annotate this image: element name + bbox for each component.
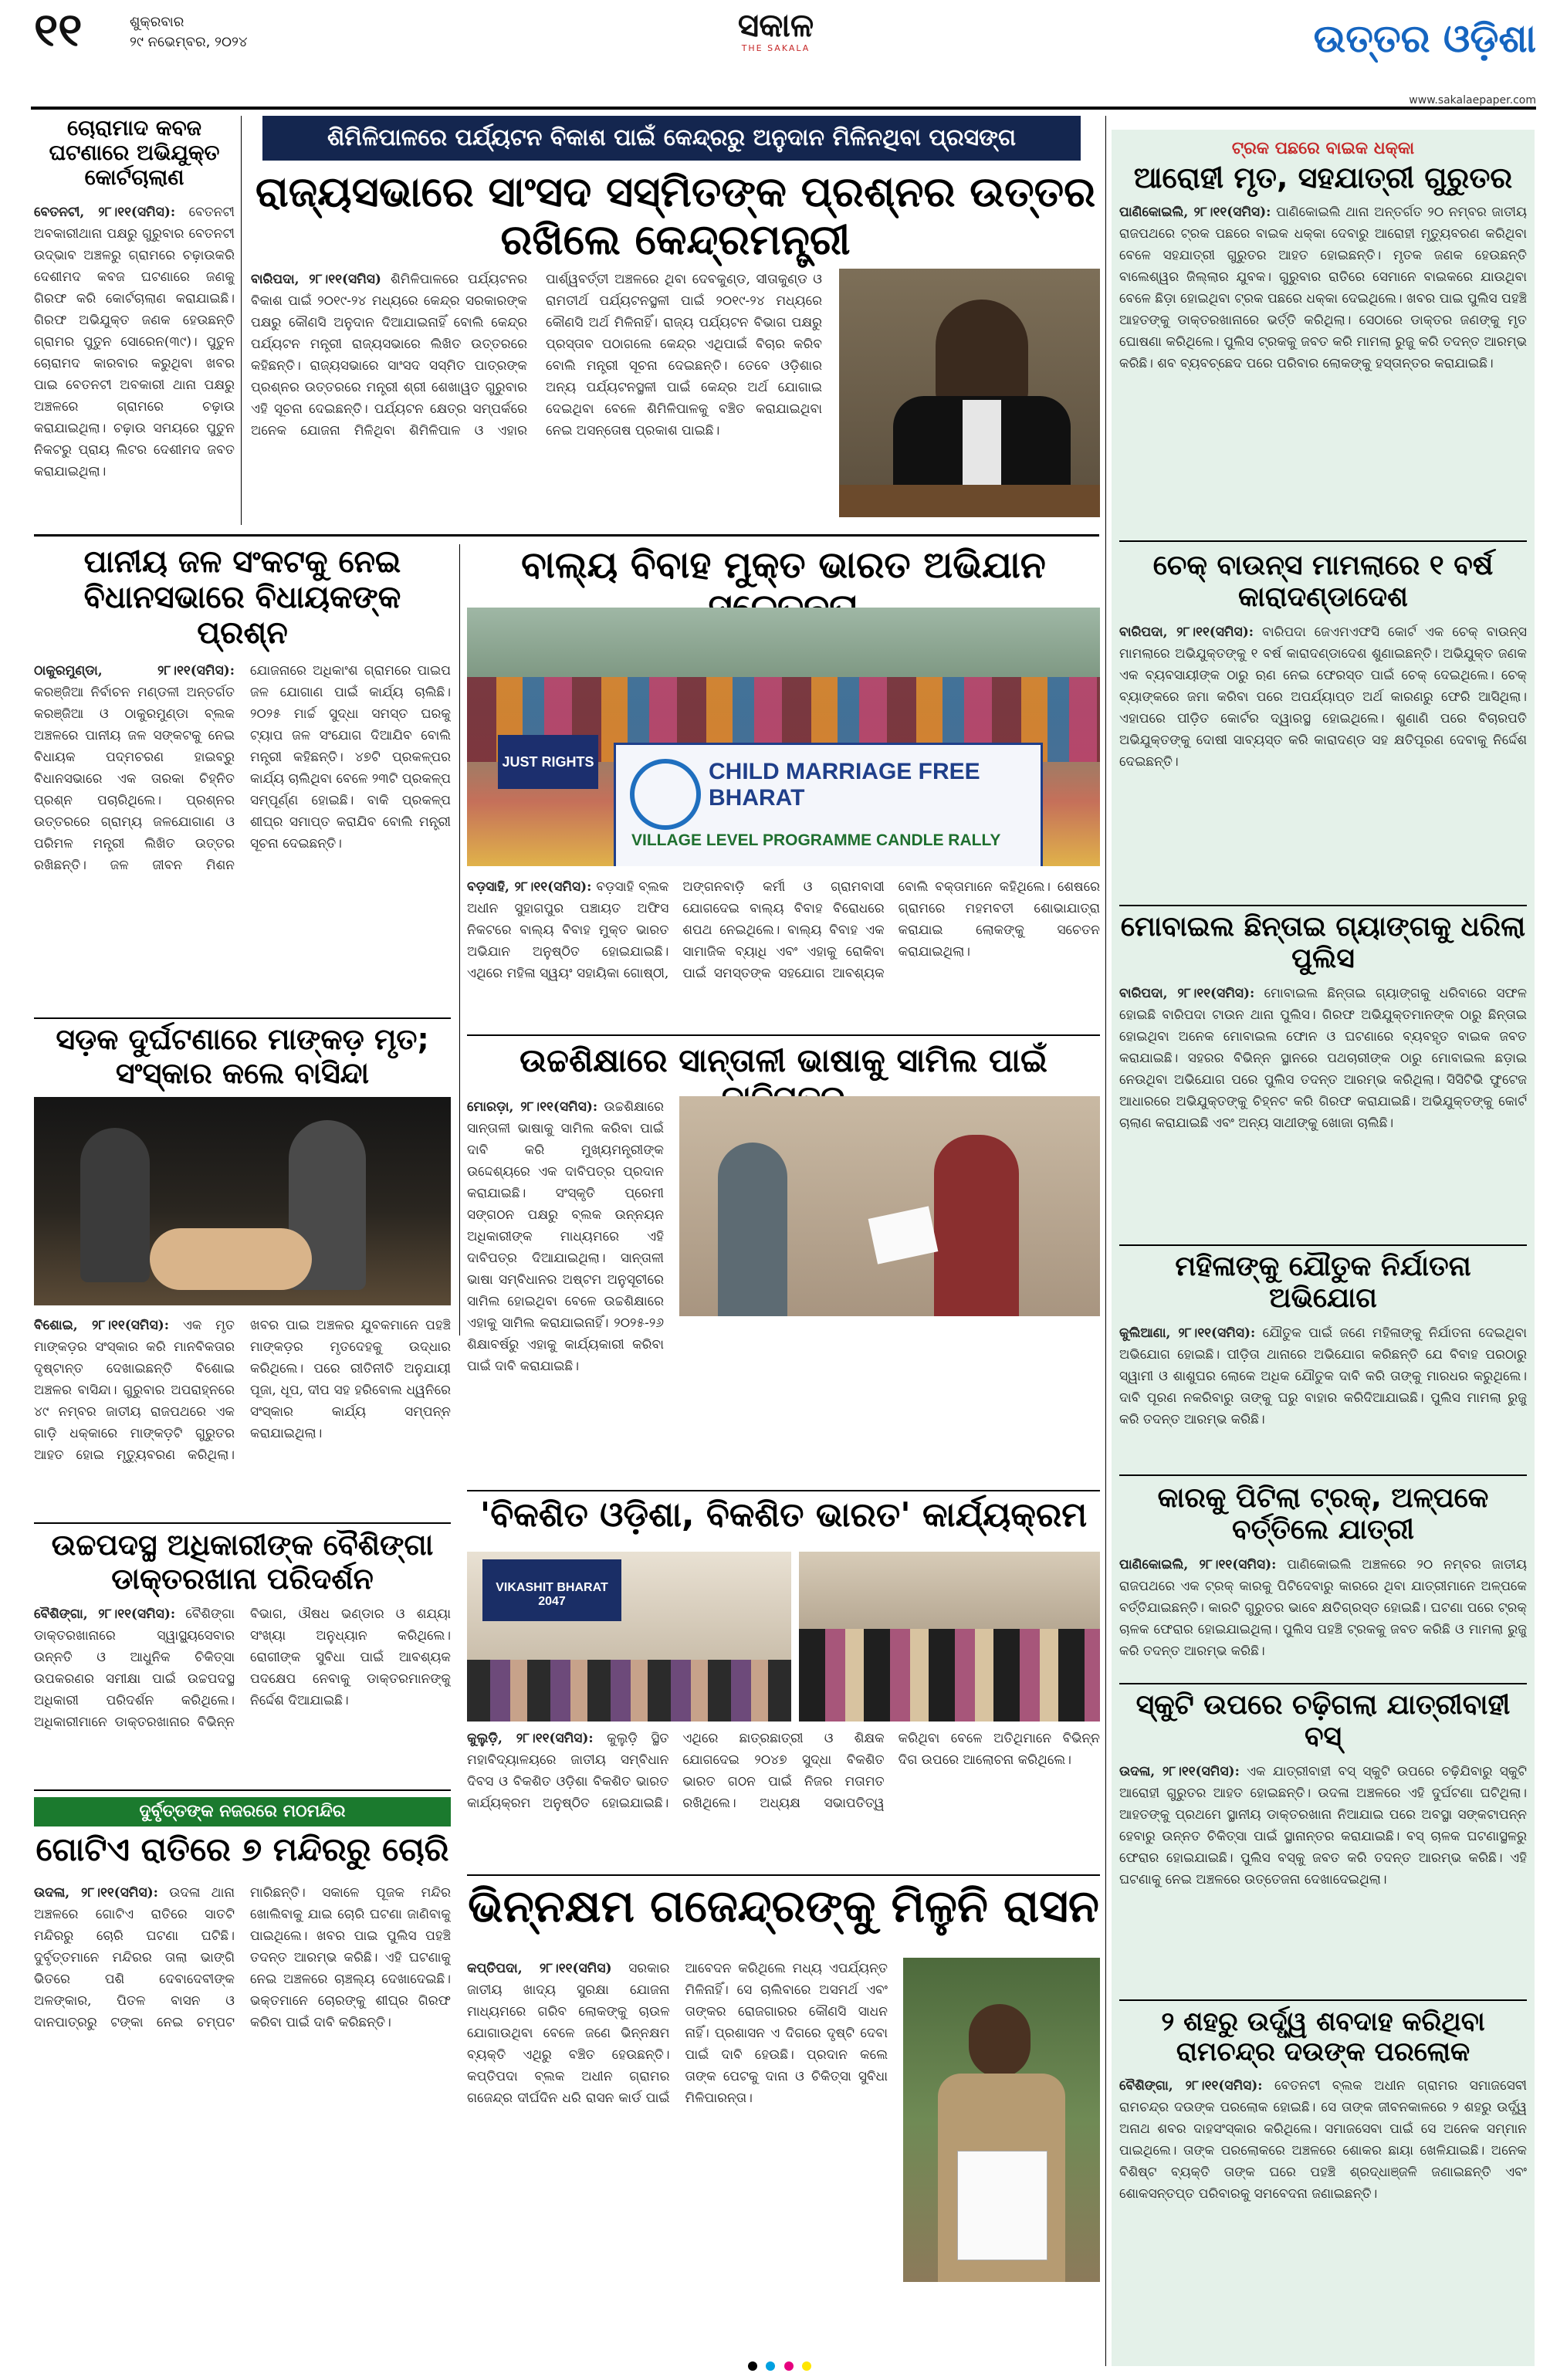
article-body — [467, 1958, 888, 2351]
masthead-divider — [31, 107, 1536, 110]
memorandum-photo — [679, 1096, 1100, 1316]
article-headline: ମହିଳାଙ୍କୁ ଯୌତୁକ ନିର୍ଯାତନା ଅଭିଯୋଗ — [1175, 1251, 1471, 1315]
article-mobile-gang — [1119, 911, 1527, 1235]
backdrop-text: VIKASHIT BHARAT 2047 — [496, 1581, 608, 1608]
person-head — [969, 2004, 1031, 2077]
article-text: ବେତନଟୀ ବ୍ଲକ ଅଧୀନ ଗ୍ରାମର ସମାଜସେବୀ ରାମଚନ୍ଦ୍ର ଦଉଙ୍କ ପରଲୋକ ହୋଇଛି। ସେ ତାଙ୍କ ଜୀବନକାଳରେ ୨ ଶହରୁ ଉର୍ଦ୍ଧ୍ୱ ଅନାଥ ଶବର ଦାହସଂସ୍କାର କରିଥିଲେ। ସମାଜସେବା ପାଇଁ ସେ ଅନେକ ସମ୍ମାନ ପାଇଥିଲେ। ତାଙ୍କ ପରଲୋକରେ ଅଞ୍ଚଳରେ ଶୋକର ଛାୟା ଖେଳିଯାଇଛି। ଅନେକ ବିଶିଷ୍ଟ ବ୍ୟକ୍ତି ତାଙ୍କ ଘରେ ପହଞ୍ଚି ଶ୍ରଦ୍ଧାଞ୍ଜଳି ଜଣାଇଛନ୍ତି ଏବଂ ଶୋକସନ୍ତପ୍ତ ପରିବାରକୁ ସମବେଦନା ଜଣାଇଛନ୍ତି। — [1119, 2078, 1527, 2202]
article-text: ଯୌତୁକ ପାଇଁ ଜଣେ ମହିଳାଙ୍କୁ ନିର୍ଯାତନା ଦେଇଥିବା ଅଭିଯୋଗ ହୋଇଛି। ପୀଡ଼ିତା ଥାନାରେ ଅଭିଯୋଗ କରିଛନ୍ତି ଯେ ବିବାହ ପରଠାରୁ ସ୍ୱାମୀ ଓ ଶାଶୁଘର ଲୋକେ ଅଧିକ ଯୌତୁକ ଦାବି କରି ତାଙ୍କୁ ମାରଧର କରୁଥିଲେ। ଦାବି ପୂରଣ ନକରିବାରୁ ତାଙ୍କୁ ଘରୁ ବାହାର କରିଦିଆଯାଇଛି। ପୁଲିସ ମାମଲା ରୁଜୁ କରି ତଦନ୍ତ ଆରମ୍ଭ କରିଛି। — [1119, 1325, 1527, 1427]
registration-dot — [748, 2361, 757, 2371]
masthead-day: ଶୁକ୍ରବାର — [130, 14, 184, 30]
kicker-banner — [34, 1797, 451, 1826]
article-text: ଏକ ମୃତ ମାଙ୍କଡ଼ର ସଂସ୍କାର କରି ମାନବିକତାର ଦୃଷ୍ଟାନ୍ତ ଦେଖାଇଛନ୍ତି ବିଶୋଇ ଅଞ୍ଚଳର ବାସିନ୍ଦା। ଗୁରୁବାର ଅପରାହ୍ନରେ ୪୯ ନମ୍ବର ଜାତୀୟ ରାଜପଥରେ ଏକ ଗାଡ଼ି ଧକ୍କାରେ ମାଙ୍କଡ଼ଟି ଗୁରୁତର ଆହତ ହୋଇ ମୃତ୍ୟୁବରଣ କରିଥିଲା। ଖବର ପାଇ ଅଞ୍ଚଳର ଯୁବକମାନେ ପହଞ୍ଚି ମାଙ୍କଡ଼ର ମୃତଦେହକୁ ଉଦ୍ଧାର କରିଥିଲେ। ପରେ ରୀତିନୀତି ଅନୁଯାୟୀ ପୂଜା, ଧୂପ, ଦୀପ ସହ ହରିବୋଲ ଧ୍ୱନିରେ ସଂସ୍କାର କାର୍ଯ୍ୟ ସମ୍ପନ୍ନ କରାଯାଇଥିଲା। — [34, 1318, 451, 1463]
article-body — [1119, 2075, 1527, 2334]
article-body — [34, 660, 451, 1023]
certificate-sheet — [957, 2151, 1047, 2260]
article-kicker: ଟ୍ରକ ପଛରେ ବାଇକ ଧକ୍କା — [1231, 139, 1415, 158]
rally-photo — [467, 608, 1100, 866]
article-santali-language — [467, 1042, 1100, 1482]
article-monkey-funeral — [34, 1023, 451, 1517]
article-body — [1119, 1761, 1527, 2020]
campaign-banner — [614, 743, 1043, 866]
just-rights-sign — [498, 735, 598, 789]
article-headline: ଚେକ୍ ବାଉନ୍ସ ମାମଲାରେ ୧ ବର୍ଷ କାରାଦଣ୍ଡାଦେଶ — [1152, 550, 1494, 614]
section-divider — [34, 1017, 451, 1019]
banner-emblem-icon — [630, 759, 701, 830]
article-dateline: ବୈଶିଙ୍ଗା, ୨୮।୧୧(ସମିସ): — [34, 1606, 176, 1623]
paper-name: ସକାଳ — [737, 6, 814, 44]
shroud-cloth — [150, 1228, 312, 1290]
masthead-date: ୨୯ ନଭେମ୍ବର, ୨୦୨୪ — [130, 34, 248, 50]
article-text: କରଞ୍ଜିଆ ନିର୍ବାଚନ ମଣ୍ଡଳୀ ଅନ୍ତର୍ଗତ କରଞ୍ଜିଆ ଓ ଠାକୁରମୁଣ୍ଡା ବ୍ଲକ ଅଞ୍ଚଳରେ ପାନୀୟ ଜଳ ସଙ୍କଟକୁ ନେଇ ବିଧାୟକ ପଦ୍ମଚରଣ ହାଇବ୍ରୁ ବିଧାନସଭାରେ ଏକ ତାରକା ଚିହ୍ନିତ ପ୍ରଶ୍ନ ପଚାରିଥିଲେ। ପ୍ରଶ୍ନର ଉତ୍ତରରେ ଗ୍ରାମ୍ୟ ଜଳଯୋଗାଣ ଓ ପରିମଳ ମନ୍ତ୍ରୀ ଲିଖିତ ଉତ୍ତର ରଖିଛନ୍ତି। ଜଳ ଜୀବନ ମିଶନ ଯୋଜନାରେ ଅଧିକାଂଶ ଗ୍ରାମରେ ପାଇପ ଜଳ ଯୋଗାଣ ପାଇଁ କାର୍ଯ୍ୟ ଚାଲିଛି। ୨୦୨୫ ମାର୍ଚ୍ଚ ସୁଦ୍ଧା ସମସ୍ତ ଘରକୁ ଟ୍ୟାପ ଜଳ ସଂଯୋଗ ଦିଆଯିବ ବୋଲି ମନ୍ତ୍ରୀ କହିଛନ୍ତି। ୪୭ଟି ପ୍ରକଳ୍ପର କାର୍ଯ୍ୟ ଚାଲିଥିବା ବେଳେ ୨୩ଟି ପ୍ରକଳ୍ପ ସମ୍ପୂର୍ଣ୍ଣ ହୋଇଛି। ବାକି ପ୍ରକଳ୍ପ ଶୀଘ୍ର ସମାପ୍ତ କରାଯିବ ବୋଲି ମନ୍ତ୍ରୀ ସୂଚନା ଦେଇଛନ୍ତି। — [34, 663, 451, 873]
article-headline: ସ୍କୁଟି ଉପରେ ଚଢ଼ିଗଲା ଯାତ୍ରୀବାହୀ ବସ୍ — [1135, 1689, 1511, 1753]
article-dateline: ଠାକୁରମୁଣ୍ଡା, ୨୮।୧୧(ସମିସ): — [34, 663, 235, 679]
article-body — [251, 269, 822, 520]
article-dateline: ଉଦଳା, ୨୮।୧୧(ସମିସ): — [34, 1885, 158, 1901]
article-temple-theft — [34, 1797, 451, 2353]
article-headline: ଗୋଟିଏ ରାତିରେ ୭ ମନ୍ଦିରରୁ ଚୋରି — [36, 1830, 449, 1868]
paper-logo — [710, 8, 841, 53]
article-dateline: ବାରିପଦା, ୨୮।୧୧(ସମିସ): — [1119, 985, 1255, 1001]
article-headline: ଉଚ୍ଚପଦସ୍ଥ ଅଧିକାରୀଙ୍କ ବୈଶିଙ୍ଗା ଡାକ୍ତରଖାନା ପରିଦର୍ଶନ — [51, 1528, 434, 1596]
column-divider — [1105, 116, 1106, 2366]
article-headline: ଉଚ୍ଚଶିକ୍ଷାରେ ସାନ୍ତାଳୀ ଭାଷାକୁ ସାମିଲ ପାଇଁ — [519, 1041, 1047, 1079]
article-headline: ବାଲ୍ୟ ବିବାହ ମୁକ୍ତ ଭାରତ ଅଭିଯାନ — [521, 543, 1046, 587]
audience-row — [467, 1660, 791, 1722]
article-child-marriage — [467, 544, 1100, 1027]
article-text: ମୋବାଇଲ ଛିନ୍ତାଇ ଗ୍ୟାଙ୍ଗକୁ ଧରିବାରେ ସଫଳ ହୋଇଛି ବାରିପଦା ଟାଉନ ଥାନା ପୁଲିସ। ଗିରଫ ଅଭିଯୁକ୍ତମାନଙ୍କ ଠାରୁ ଛିନ୍ତାଇ ହୋଇଥିବା ଅନେକ ମୋବାଇଲ ଫୋନ ଓ ଘଟଣାରେ ବ୍ୟବହୃତ ବାଇକ ଜବତ କରାଯାଇଛି। ସହରର ବିଭିନ୍ନ ସ୍ଥାନରେ ପଥଚାରୀଙ୍କ ଠାରୁ ମୋବାଇଲ ଛଡ଼ାଇ ନେଉଥିବା ଅଭିଯୋଗ ପରେ ପୁଲିସ ତଦନ୍ତ ଆରମ୍ଭ କରିଥିଲା। ସିସିଟିଭି ଫୁଟେଜ ଆଧାରରେ ଅଭିଯୁକ୍ତଙ୍କୁ ଚିହ୍ନଟ କରି ଗିରଫ କରାଯାଇଛି। ଅଭିଯୁକ୍ତଙ୍କୁ କୋର୍ଟ ଚାଲାଣ କରାଯାଇଛି ଏବଂ ଅନ୍ୟ ସାଥୀଙ୍କୁ ଖୋଜା ଚାଲିଛି। — [1119, 985, 1527, 1131]
article-headline: କାରକୁ ପିଟିଲା ଟ୍ରକ୍, ଅଳ୍ପକେ ବର୍ତ୍ତିଲେ ଯାତ୍ରୀ — [1157, 1482, 1489, 1546]
article-body — [34, 201, 235, 518]
mp-figure — [936, 300, 1028, 408]
article-dateline: ପାଣିକୋଇଲି, ୨୮।୧୧(ସମିସ): — [1119, 204, 1271, 220]
sign-text: JUST RIGHTS — [502, 754, 594, 770]
article-text: ବଡ଼ସାହି ବ୍ଲକ ଅଧୀନ ସୁହାଗପୁର ପଞ୍ଚାୟତ ଅଫିସ ନିକଟରେ ବାଲ୍ୟ ବିବାହ ମୁକ୍ତ ଭାରତ ଅଭିଯାନ ଅନୁଷ୍ଠିତ ହୋଇଯାଇଛି। ଏଥିରେ ମହିଳା ସ୍ୱୟଂ ସହାୟିକା ଗୋଷ୍ଠୀ, ଅଙ୍ଗନବାଡ଼ି କର୍ମୀ ଓ ଗ୍ରାମବାସୀ ଯୋଗଦେଇ ବାଲ୍ୟ ବିବାହ ବିରୋଧରେ ଶପଥ ନେଇଥିଲେ। ବାଲ୍ୟ ବିବାହ ଏକ ସାମାଜିକ ବ୍ୟାଧି ଏବଂ ଏହାକୁ ରୋକିବା ପାଇଁ ସମସ୍ତଙ୍କ ସହଯୋଗ ଆବଶ୍ୟକ ବୋଲି ବକ୍ତାମାନେ କହିଥିଲେ। ଶେଷରେ ଗ୍ରାମରେ ମହମବତୀ ଶୋଭାଯାତ୍ରା କରାଯାଇ ଲୋକଙ୍କୁ ସଚେତନ କରାଯାଇଥିଲା। — [467, 879, 1100, 981]
article-disabled-ration — [467, 1881, 1100, 2359]
banner-subtitle: VILLAGE LEVEL PROGRAMME CANDLE RALLY — [631, 831, 1001, 849]
event-backdrop — [482, 1559, 621, 1621]
paper-tagline: THE SAKALA — [741, 43, 811, 53]
section-title: ଉତ୍ତର ଓଡ଼ିଶା — [1313, 16, 1536, 61]
article-dateline: କୁଲୁଡ଼ି, ୨୮।୧୧(ସମିସ): — [467, 1731, 594, 1746]
article-body — [467, 1096, 664, 1420]
article-headline: ସଡ଼କ ଦୁର୍ଘଟଣାରେ ମାଙ୍କଡ଼ ମୃତ; ସଂସ୍କାର କଲେ ବାସିନ୍ଦା — [56, 1022, 429, 1090]
article-text: ପାଣିକୋଇଲି ଅଞ୍ଚଳରେ ୨୦ ନମ୍ବର ଜାତୀୟ ରାଜପଥରେ ଏକ ଟ୍ରକ୍ କାରକୁ ପିଟିଦେବାରୁ କାରରେ ଥିବା ଯାତ୍ରୀମାନେ ଅଳ୍ପକେ ବର୍ତ୍ତିଯାଇଛନ୍ତି। କାରଟି ଗୁରୁତର ଭାବେ କ୍ଷତିଗ୍ରସ୍ତ ହୋଇଛି। ଘଟଣା ପରେ ଟ୍ରକ୍ ଚାଳକ ଫେରାର ହୋଇଯାଇଥିଲା। ପୁଲିସ ପହଞ୍ଚି ଟ୍ରକକୁ ଜବତ କରିଛି ଓ ମାମଲା ରୁଜୁ କରି ତଦନ୍ତ ଆରମ୍ଭ କରିଛି। — [1119, 1556, 1527, 1659]
section-divider — [1119, 1999, 1527, 2001]
article-bike-accident — [1119, 139, 1527, 533]
article-dateline: ବାରିପଦା, ୨୮।୧୧(ସମିସ) — [251, 272, 381, 287]
article-headline: ପାନୀୟ ଜଳ ସଂକଟକୁ ନେଇ ବିଧାନସଭାରେ ବିଧାୟକଙ୍କ ପ୍ରଶ୍ନ — [83, 544, 401, 651]
article-text: ବାରିପଦା ଜେଏମଏଫସି କୋର୍ଟ ଏକ ଚେକ୍ ବାଉନ୍ସ ମାମଲାରେ ଅଭିଯୁକ୍ତଙ୍କୁ ୧ ବର୍ଷ କାରାଦଣ୍ଡାଦେଶ ଶୁଣାଇଛନ୍ତି। ଅଭିଯୁକ୍ତ ଜଣକ ଏକ ବ୍ୟବସାୟୀଙ୍କ ଠାରୁ ଋଣ ନେଇ ଫେରସ୍ତ ପାଇଁ ଚେକ୍ ଦେଇଥିଲେ। ଚେକ୍ ବ୍ୟାଙ୍କରେ ଜମା କରିବା ପରେ ଅପର୍ଯ୍ୟାପ୍ତ ଅର୍ଥ କାରଣରୁ ଫେରି ଆସିଥିଲା। ଏହାପରେ ପୀଡ଼ିତ କୋର୍ଟର ଦ୍ୱାରସ୍ଥ ହୋଇଥିଲେ। ଶୁଣାଣି ପରେ ବିଚାରପତି ଅଭିଯୁକ୍ତଙ୍କୁ ଦୋଷୀ ସାବ୍ୟସ୍ତ କରି କାରାଦଣ୍ଡ ସହ କ୍ଷତିପୂରଣ ଦେବାକୁ ନିର୍ଦ୍ଦେଶ ଦେଇଛନ୍ତି। — [1119, 624, 1527, 770]
article-liquor-seizure — [34, 116, 235, 525]
article-bus-scooty — [1119, 1689, 1527, 1990]
document-sheet — [868, 1206, 939, 1264]
article-text: ପାଣିକୋଇଲି ଥାନା ଅନ୍ତର୍ଗତ ୨୦ ନମ୍ବର ଜାତୀୟ ରାଜପଥରେ ଟ୍ରକ ପଛରେ ବାଇକ ଧକ୍କା ଦେବାରୁ ଆରୋହୀ ମୃତ୍ୟୁବରଣ କରିଥିବା ବେଳେ ସହଯାତ୍ରୀ ଗୁରୁତର ଆହତ ହୋଇଛନ୍ତି। ମୃତକ ଜଣକ ହେଉଛନ୍ତି ବାଲେଶ୍ୱର ଜିଲ୍ଲାର ଯୁବକ। ଗୁରୁବାର ରାତିରେ ସେମାନେ ବାଇକରେ ଯାଉଥିବା ବେଳେ ଛିଡ଼ା ହୋଇଥିବା ଟ୍ରକ ପଛରେ ଧକ୍କା ଦେଇଥିଲେ। ଖବର ପାଇ ପୁଲିସ ପହଞ୍ଚି ଆହତଙ୍କୁ ଡାକ୍ତରଖାନାରେ ଭର୍ତ୍ତି କରିଥିଲା। ସେଠାରେ ଡାକ୍ତର ଜଣଙ୍କୁ ମୃତ ଘୋଷଣା କରିଥିଲେ। ପୁଲିସ ଟ୍ରକକୁ ଜବତ କରି ମାମଲା ରୁଜୁ କରି ତଦନ୍ତ ଆରମ୍ଭ କରିଛି। ଶବ ବ୍ୟବଚ୍ଛେଦ ପରେ ପରିବାର ଲୋକଙ୍କୁ ହସ୍ତାନ୍ତର କରାଯାଇଛି। — [1119, 204, 1527, 371]
article-headline: ଭିନ୍ନକ୍ଷମ ଗଜେନ୍ଦ୍ରଙ୍କୁ ମିଳୁନି ରାସନ — [468, 1880, 1099, 1932]
article-headline: ମୋବାଇଲ ଛିନ୍ତାଇ ଗ୍ୟାଙ୍ଗକୁ ଧରିଲା ପୁଲିସ — [1120, 911, 1526, 975]
article-text: ଏକ ଯାତ୍ରୀବାହୀ ବସ୍ ସ୍କୁଟି ଉପରେ ଚଢ଼ିଯିବାରୁ ସ୍କୁଟି ଆରୋହୀ ଗୁରୁତର ଆହତ ହୋଇଛନ୍ତି। ଉଦଳା ଅଞ୍ଚଳରେ ଏହି ଦୁର୍ଘଟଣା ଘଟିଥିଲା। ଆହତଙ୍କୁ ପ୍ରଥମେ ସ୍ଥାନୀୟ ଡାକ୍ତରଖାନା ନିଆଯାଇ ପରେ ଅବସ୍ଥା ସଙ୍କଟାପନ୍ନ ହେବାରୁ ଉନ୍ନତ ଚିକିତ୍ସା ପାଇଁ ସ୍ଥାନାନ୍ତର କରାଯାଇଛି। ବସ୍ ଚାଳକ ଘଟଣାସ୍ଥଳରୁ ଫେରାର ହୋଇଯାଇଛି। ପୁଲିସ ବସ୍‌କୁ ଜବତ କରି ତଦନ୍ତ ଆରମ୍ଭ କରିଛି। ଏହି ଘଟଣାକୁ ନେଇ ଅଞ୍ଚଳରେ ଉତ୍ତେଜନା ଦେଖାଦେଇଥିଲା। — [1119, 1763, 1527, 1887]
article-text: ଉଦଳା ଥାନା ଅଞ୍ଚଳରେ ଗୋଟିଏ ରାତିରେ ସାତଟି ମନ୍ଦିରରୁ ଚୋରି ଘଟଣା ଘଟିଛି। ଦୁର୍ବୃତ୍ତମାନେ ମନ୍ଦିରର ତାଲା ଭାଙ୍ଗି ଭିତରେ ପଶି ଦେବାଦେବୀଙ୍କ ଅଳଙ୍କାର, ପିତଳ ବାସନ ଓ ଦାନପାତ୍ରରୁ ଟଙ୍କା ନେଇ ଚମ୍ପଟ ମାରିଛନ୍ତି। ସକାଳେ ପୂଜକ ମନ୍ଦିର ଖୋଲିବାକୁ ଯାଇ ଚୋରି ଘଟଣା ଜାଣିବାକୁ ପାଇଥିଲେ। ଖବର ପାଇ ପୁଲିସ ପହଞ୍ଚି ତଦନ୍ତ ଆରମ୍ଭ କରିଛି। ଏହି ଘଟଣାକୁ ନେଇ ଅଞ୍ଚଳରେ ଚାଞ୍ଚଲ୍ୟ ଦେଖାଦେଇଛି। ଭକ୍ତମାନେ ଚୋରଙ୍କୁ ଶୀଘ୍ର ଗିରଫ କରିବା ପାଇଁ ଦାବି କରିଛନ୍ତି। — [34, 1885, 451, 2030]
article-body — [34, 1315, 451, 1508]
article-drinking-water — [34, 544, 451, 1007]
kicker-text: ଦୁର୍ବୃତ୍ତଙ୍କ ନଜରରେ ମଠମନ୍ଦିର — [139, 1802, 346, 1821]
article-dateline: ପାଣିକୋଇଲି, ୨୮।୧୧(ସମିସ): — [1119, 1556, 1277, 1573]
section-divider — [1119, 540, 1527, 542]
article-text: ବେତନଟୀ ଅବକାରୀଥାନା ପକ୍ଷରୁ ଗୁରୁବାର ବେତନଟୀ ଉଦ୍ଭାବ ଅଞ୍ଚଳରୁ ଗ୍ରାମରେ ଚଢ଼ାଉକରି ଦେଶୀମଦ କବଜ ଘଟଣାରେ ଜଣକୁ ଗିରଫ କରି କୋର୍ଟଚାଲାଣ କରାଯାଇଛି। ଗିରଫ ଅଭିଯୁକ୍ତ ଜଣକ ହେଉଛନ୍ତି ଗ୍ରାମର ପୁତୁନ ସୋରେନ(୩୯)। ପୁତୁନ ଚୋରାମଦ କାରବାର କରୁଥିବା ଖବର ପାଇ ବେତନଟୀ ଅବକାରୀ ଥାନା ପକ୍ଷରୁ ଅଞ୍ଚଳରେ ଗ୍ରାମରେ ଚଢ଼ାଉ କରାଯାଇଥିଲା। ଚଢ଼ାଉ ସମୟରେ ପୁତୁନ ନିକଟରୁ ପ୍ରାୟ ଲିଟର ଦେଶୀମଦ ଜବତ କରାଯାଇଥିଲା। — [34, 204, 235, 479]
section-divider — [467, 1490, 1100, 1491]
section-divider — [467, 1034, 1100, 1036]
article-body — [1119, 621, 1527, 888]
article-dateline: ମୋରଡ଼ା, ୨୮।୧୧(ସମିସ): — [467, 1099, 598, 1115]
article-hospital-visit — [34, 1529, 451, 1783]
website-link[interactable]: www.sakalaepaper.com — [1409, 94, 1536, 107]
registration-dot — [802, 2361, 811, 2371]
section-divider — [34, 534, 1099, 537]
kicker-banner — [262, 116, 1081, 161]
masthead — [0, 0, 1550, 107]
section-divider — [467, 1874, 1100, 1876]
article-body — [34, 1603, 451, 1776]
article-body — [1119, 983, 1527, 1253]
article-text: ଶିମିଳିପାଳରେ ପର୍ଯ୍ୟଟନର ବିକାଶ ପାଇଁ ୨୦୧୯-୨୪ ମଧ୍ୟରେ କେନ୍ଦ୍ର ସରକାରଙ୍କ ପକ୍ଷରୁ କୌଣସି ଅନୁଦାନ ଦିଆଯାଇନାହିଁ ବୋଲି କେନ୍ଦ୍ର ପର୍ଯ୍ୟଟନ ମନ୍ତ୍ରୀ ରାଜ୍ୟସଭାରେ ଲିଖିତ ଉତ୍ତରରେ କହିଛନ୍ତି। ରାଜ୍ୟସଭାରେ ସାଂସଦ ସସ୍ମିତ ପାତ୍ରଙ୍କ ପ୍ରଶ୍ନର ଉତ୍ତରରେ ମନ୍ତ୍ରୀ ଶ୍ରୀ ଶେଖାୱତ ଗୁରୁବାର ଏହି ସୂଚନା ଦେଇଛନ୍ତି। ପର୍ଯ୍ୟଟନ କ୍ଷେତ୍ର ସମ୍ପର୍କରେ ଅନେକ ଯୋଜନା ମିଳିଥିବା ଶିମିଳିପାଳ ଓ ଏହାର ପାର୍ଶ୍ୱବର୍ତ୍ତୀ ଅଞ୍ଚଳରେ ଥିବା ଦେବକୁଣ୍ଡ, ସୀତାକୁଣ୍ଡ ଓ ରାମତୀର୍ଥ ପର୍ଯ୍ୟଟନସ୍ଥଳୀ ପାଇଁ ୨୦୧୯-୨୪ ମଧ୍ୟରେ କୌଣସି ଅର୍ଥ ମିଳିନାହିଁ। ରାଜ୍ୟ ପର୍ଯ୍ୟଟନ ବିଭାଗ ପକ୍ଷରୁ ପ୍ରସ୍ତାବ ପଠାଗଲେ କେନ୍ଦ୍ର ଏଥିପାଇଁ ବିଚାର କରିବ ବୋଲି ମନ୍ତ୍ରୀ ସୂଚନା ଦେଇଛନ୍ତି। ତେବେ ଓଡ଼ିଶାର ଅନ୍ୟ ପର୍ଯ୍ୟଟନସ୍ଥଳୀ ପାଇଁ କେନ୍ଦ୍ର ଅର୍ଥ ଯୋଗାଇ ଦେଇଥିବା ବେଳେ ଶିମିଳିପାଳକୁ ବଞ୍ଚିତ କରାଯାଇଥିବା ନେଇ ଅସନ୍ତୋଷ ପ୍ରକାଶ ପାଇଛି। — [251, 272, 822, 438]
article-truck-car — [1119, 1482, 1527, 1675]
article-headline: ରାଜ୍ୟସଭାରେ ସାଂସଦ ସସ୍ମିତଙ୍କ ପ୍ରଶ୍ନର ଉତ୍ତର ରଖିଲେ କେନ୍ଦ୍ରମନ୍ତ୍ରୀ — [255, 168, 1096, 265]
article-dateline: କପ୍ତିପଦା, ୨୮।୧୧(ସମିସ) — [467, 1961, 612, 1976]
college-event-photo — [467, 1552, 791, 1722]
article-dateline: ବିଶୋଇ, ୨୮।୧୧(ସମିସ): — [34, 1318, 169, 1333]
section-divider — [1119, 1683, 1527, 1684]
print-registration-marks — [46, 2359, 1513, 2374]
article-cheque-bounce — [1119, 550, 1527, 897]
section-divider — [34, 1789, 451, 1791]
article-dateline: ବାରିପଦା, ୨୮।୧୧(ସମିସ): — [1119, 624, 1254, 640]
article-body — [1119, 1322, 1527, 1495]
article-headline: ଚୋରାମାଦ କବଜ ଘଟଣାରେ ଅଭିଯୁକ୍ତ କୋର୍ଟଚାଲାଣ — [49, 115, 220, 191]
section-divider — [1119, 1244, 1527, 1246]
parliament-desk — [839, 485, 1100, 517]
article-dateline: ଉଦଳା, ୨୮।୧୧(ସମିସ): — [1119, 1763, 1240, 1779]
registration-dot — [784, 2361, 794, 2371]
article-body — [467, 1728, 1100, 1859]
article-headline: 'ବିକଶିତ ଓଡ଼ିଶା, ବିକଶିତ ଭାରତ' କାର୍ଯ୍ୟକ୍ରମ — [479, 1495, 1088, 1535]
article-text: ଉଚ୍ଚଶିକ୍ଷାରେ ସାନ୍ତାଳୀ ଭାଷାକୁ ସାମିଲ କରିବା ପାଇଁ ଦାବି କରି ମୁଖ୍ୟମନ୍ତ୍ରୀଙ୍କ ଉଦ୍ଦେଶ୍ୟରେ ଏକ ଦାବିପତ୍ର ପ୍ରଦାନ କରାଯାଇଛି। ସଂସ୍କୃତି ପ୍ରେମୀ ସଙ୍ଗଠନ ପକ୍ଷରୁ ବ୍ଲକ ଉନ୍ନୟନ ଅଧିକାରୀଙ୍କ ମାଧ୍ୟମରେ ଏହି ଦାବିପତ୍ର ଦିଆଯାଇଥିଲା। ସାନ୍ତାଳୀ ଭାଷା ସମ୍ବିଧାନର ଅଷ୍ଟମ ଅନୁସୂଚୀରେ ସାମିଲ ହୋଇଥିବା ବେଳେ ଉଚ୍ଚଶିକ୍ଷାରେ ଏହାକୁ ସାମିଲ କରାଯାଇନାହିଁ। ୨୦୨୫-୨୬ ଶିକ୍ଷାବର୍ଷରୁ ଏହାକୁ କାର୍ଯ୍ୟକାରୀ କରିବା ପାଇଁ ଦାବି କରାଯାଇଛି। — [467, 1099, 664, 1374]
article-simlipal-tourism — [251, 116, 1100, 525]
section-divider — [1119, 905, 1527, 906]
monkey-funeral-photo — [34, 1097, 451, 1305]
article-headline: ଆରୋହୀ ମୃତ, ସହଯାତ୍ରୀ ଗୁରୁତର — [1133, 161, 1513, 195]
article-dateline: କୁଲିଆଣା, ୨୮।୧୧(ସମିସ): — [1119, 1325, 1256, 1341]
article-viksit-odisha — [467, 1496, 1100, 1867]
kicker-text: ଶିମିଳିପାଳରେ ପର୍ଯ୍ୟଟନ ବିକାଶ ପାଇଁ କେନ୍ଦ୍ରରୁ ଅନୁଦାନ ମିଳିନଥିବା ପ୍ରସଙ୍ଗ — [327, 124, 1017, 151]
article-dateline: ବେତନଟୀ, ୨୮।୧୧(ସମିସ): — [34, 204, 176, 220]
person-figure — [934, 1135, 1019, 1316]
section-divider — [1119, 1474, 1527, 1476]
article-ramachandra-obituary — [1119, 2007, 1527, 2347]
article-dateline: ବୈଶିଙ୍ଗା, ୨୮।୧୧(ସମିସ): — [1119, 2078, 1263, 2094]
gajendra-photo — [903, 1958, 1100, 2282]
article-headline: ୨ ଶହରୁ ଉର୍ଦ୍ଧ୍ୱ ଶବଦାହ କରିଥିବା ରାମଚନ୍ଦ୍ର ଦଉଙ୍କ ପରଲୋକ — [1161, 2006, 1485, 2068]
column-divider — [459, 544, 460, 1336]
section-divider — [34, 1522, 451, 1524]
audience-row — [799, 1629, 1100, 1722]
article-text: ସରକାର ଜାତୀୟ ଖାଦ୍ୟ ସୁରକ୍ଷା ଯୋଜନା ମାଧ୍ୟମରେ ଗରିବ ଲୋକଙ୍କୁ ଚାଉଳ ଯୋଗାଉଥିବା ବେଳେ ଜଣେ ଭିନ୍ନକ୍ଷମ ବ୍ୟକ୍ତି ଏଥିରୁ ବଞ୍ଚିତ ହେଉଛନ୍ତି। କପ୍ତିପଦା ବ୍ଲକ ଅଧୀନ ଗ୍ରାମର ଗଜେନ୍ଦ୍ର ଦୀର୍ଘଦିନ ଧରି ରାସନ କାର୍ଡ ପାଇଁ ଆବେଦନ କରିଥିଲେ ମଧ୍ୟ ଏପର୍ଯ୍ୟନ୍ତ ମିଳିନାହିଁ। ସେ ଚାଲିବାରେ ଅସମର୍ଥ ଏବଂ ତାଙ୍କର ରୋଜଗାରର କୌଣସି ସାଧନ ନାହିଁ। ପ୍ରଶାସନ ଏ ଦିଗରେ ଦୃଷ୍ଟି ଦେବା ପାଇଁ ଦାବି ହେଉଛି। ପ୍ରଦାନ କଲେ ତାଙ୍କ ପେଟକୁ ଦାନା ଓ ଚିକିତ୍ସା ସୁବିଧା ମିଳିପାରନ୍ତା। — [467, 1961, 888, 2106]
article-dowry — [1119, 1251, 1527, 1467]
person-figure — [718, 1143, 787, 1316]
person-figure — [80, 1128, 150, 1282]
banner-title: CHILD MARRIAGE FREE BHARAT — [709, 759, 980, 811]
article-text: ବୈଶିଙ୍ଗା ଡାକ୍ତରଖାନାରେ ସ୍ୱାସ୍ଥ୍ୟସେବାର ଉନ୍ନତି ଓ ଆଧୁନିକ ଚିକିତ୍ସା ଉପକରଣର ସମୀକ୍ଷା ପାଇଁ ଉଚ୍ଚପଦସ୍ଥ ଅଧିକାରୀ ପରିଦର୍ଶନ କରିଥିଲେ। ଅଧିକାରୀମାନେ ଡାକ୍ତରଖାନାର ବିଭିନ୍ନ ବିଭାଗ, ଔଷଧ ଭଣ୍ଡାର ଓ ଶଯ୍ୟା ସଂଖ୍ୟା ଅନୁଧ୍ୟାନ କରିଥିଲେ। ରୋଗୀଙ୍କ ସୁବିଧା ପାଇଁ ଆବଶ୍ୟକ ପଦକ୍ଷେପ ନେବାକୁ ଡାକ୍ତରମାନଙ୍କୁ ନିର୍ଦ୍ଦେଶ ଦିଆଯାଇଛି। — [34, 1606, 451, 1731]
page-number: ୧୧ — [34, 3, 83, 57]
article-text: କୁଲୁଡ଼ି ସ୍ଥିତ ମହାବିଦ୍ୟାଳୟରେ ଜାତୀୟ ସମ୍ବିଧାନ ଦିବସ ଓ ବିକଶିତ ଓଡ଼ିଶା ବିକଶିତ ଭାରତ କାର୍ଯ୍ୟକ୍ରମ ଅନୁଷ୍ଠିତ ହୋଇଯାଇଛି। ଏଥିରେ ଛାତ୍ରଛାତ୍ରୀ ଓ ଶିକ୍ଷକ ଯୋଗଦେଇ ୨୦୪୭ ସୁଦ୍ଧା ବିକଶିତ ଭାରତ ଗଠନ ପାଇଁ ନିଜର ମତାମତ ରଖିଥିଲେ। ଅଧ୍ୟକ୍ଷ ସଭାପତିତ୍ୱ କରିଥିବା ବେଳେ ଅତିଥିମାନେ ବିଭିନ୍ନ ଦିଗ ଉପରେ ଆଲୋଚନା କରିଥିଲେ। — [467, 1731, 1100, 1811]
students-photo — [799, 1552, 1100, 1722]
article-body — [467, 876, 1100, 1019]
article-body — [34, 1882, 451, 2345]
registration-dot — [766, 2361, 775, 2371]
article-dateline: ବଡ଼ସାହି, ୨୮।୧୧(ସମିସ): — [467, 879, 592, 895]
mp-speaking-photo — [839, 269, 1100, 517]
column-divider — [241, 116, 242, 525]
article-body — [1119, 201, 1527, 526]
